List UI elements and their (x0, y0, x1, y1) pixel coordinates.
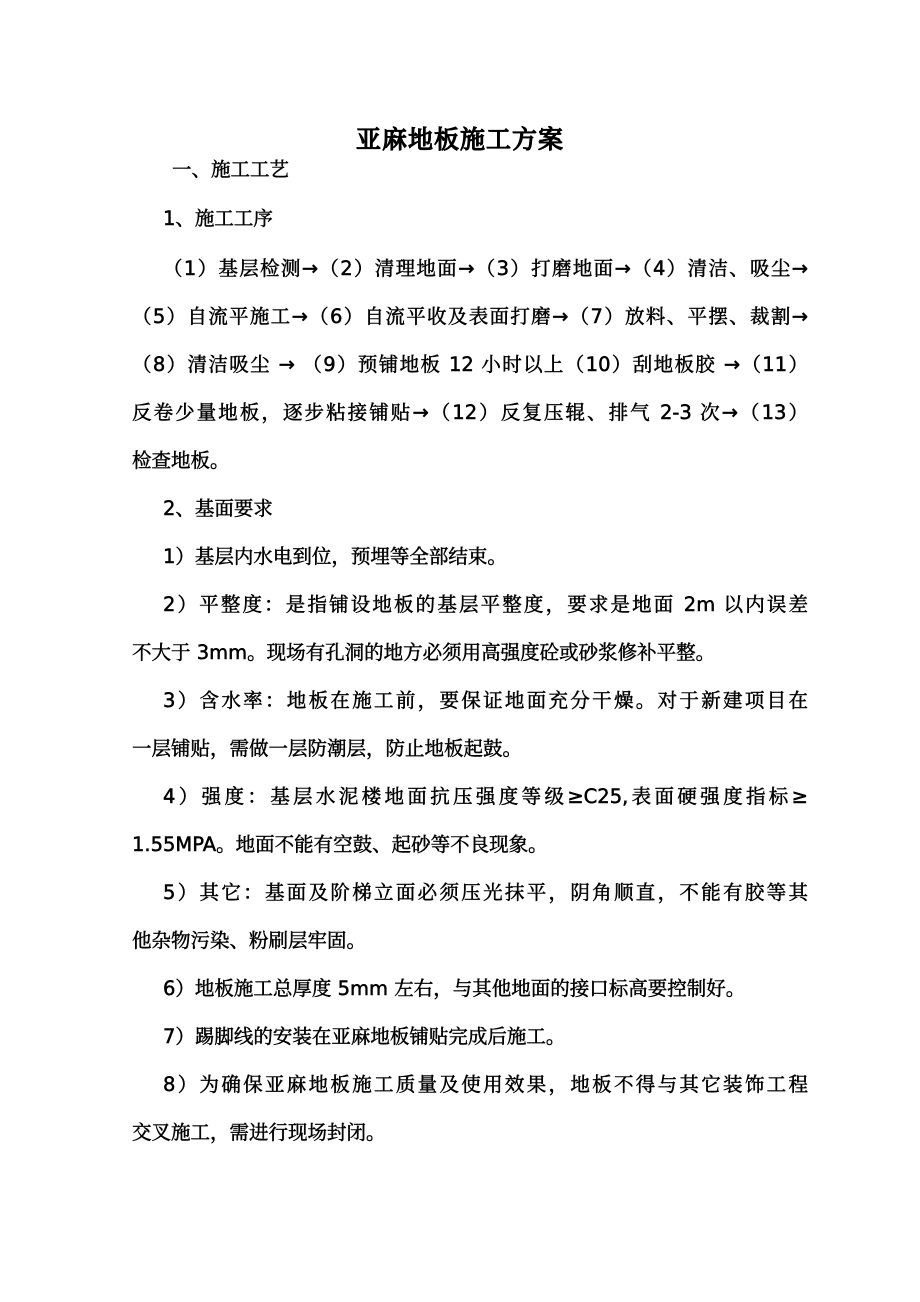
requirement-item: 3）含水率：地板在施工前，要保证地面充分干燥。对于新建项目在 (163, 689, 808, 712)
process-step-line: 反卷少量地板，逐步粘接铺贴→（12）反复压辊、排气 2-3 次→（13） (132, 401, 808, 424)
section-heading: 一、施工工艺 (172, 158, 290, 181)
process-step-line: 检查地板。 (132, 449, 230, 472)
requirement-item: 7）踢脚线的安装在亚麻地板铺贴完成后施工。 (163, 1025, 566, 1048)
requirement-item: 8）为确保亚麻地板施工质量及使用效果，地板不得与其它装饰工程 (163, 1073, 808, 1096)
requirement-item: 4）强度：基层水泥楼地面抗压强度等级≥C25,表面硬强度指标≥ (163, 785, 808, 808)
process-step-line: （8）清洁吸尘 → （9）预铺地板 12 小时以上（10）刮地板胶 →（11） (132, 353, 808, 376)
process-step-line: （5）自流平施工→（6）自流平收及表面打磨→（7）放料、平摆、裁割→ (132, 305, 808, 328)
subsection-heading: 1、施工工序 (163, 207, 273, 230)
requirement-item-continued: 交叉施工，需进行现场封闭。 (132, 1121, 386, 1144)
requirement-item: 1）基层内水电到位，预埋等全部结束。 (163, 545, 507, 568)
document-title: 亚麻地板施工方案 (355, 125, 564, 154)
subsection-heading: 2、基面要求 (163, 497, 273, 520)
requirement-item: 2）平整度：是指铺设地板的基层平整度，要求是地面 2m 以内误差 (163, 593, 808, 616)
requirement-item-continued: 1.55MPA。地面不能有空鼓、起砂等不良现象。 (132, 833, 548, 856)
requirement-item-continued: 一层铺贴，需做一层防潮层，防止地板起鼓。 (132, 737, 523, 760)
requirement-item: 6）地板施工总厚度 5mm 左右，与其他地面的接口标高要控制好。 (163, 977, 746, 1000)
requirement-item-continued: 不大于 3mm。现场有孔洞的地方必须用高强度砼或砂浆修补平整。 (132, 641, 716, 664)
process-step-line: （1）基层检测→（2）清理地面→（3）打磨地面→（4）清洁、吸尘→ (163, 257, 808, 280)
requirement-item-continued: 他杂物污染、粉刷层牢固。 (132, 929, 367, 952)
requirement-item: 5）其它：基面及阶梯立面必须压光抹平，阴角顺直，不能有胶等其 (163, 881, 808, 904)
